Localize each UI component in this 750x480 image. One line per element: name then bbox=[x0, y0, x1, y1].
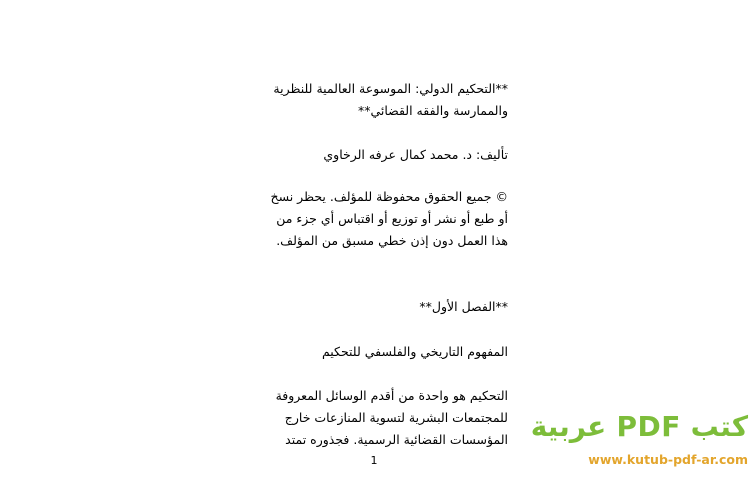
page-number: 1 bbox=[370, 454, 378, 467]
section-subheading-text: المفهوم التاريخي والفلسفي للتحكيم bbox=[321, 344, 508, 359]
body-line: المؤسسات القضائية الرسمية. فجذوره تمتد bbox=[285, 432, 508, 447]
chapter-heading-text: **الفصل الأول** bbox=[419, 299, 508, 314]
author-line bbox=[246, 144, 508, 166]
copyright-notice bbox=[246, 186, 508, 252]
section-subheading bbox=[246, 341, 508, 363]
chapter-heading bbox=[246, 296, 508, 318]
book-title-line: والممارسة والفقه القضائي** bbox=[357, 103, 508, 118]
copyright-line: هذا العمل دون إذن خطي مسبق من المؤلف. bbox=[276, 233, 508, 248]
site-watermark-logo bbox=[530, 410, 748, 476]
body-line: للمجتمعات البشرية لتسوية المنازعات خارج bbox=[284, 410, 508, 425]
copyright-line: © جميع الحقوق محفوظة للمؤلف. يحظر نسخ bbox=[270, 189, 508, 204]
body-paragraph bbox=[246, 385, 508, 451]
book-title-line: **التحكيم الدولي: الموسوعة العالمية للنظرية bbox=[273, 81, 508, 96]
book-title bbox=[246, 78, 508, 122]
author-text: تأليف: د. محمد كمال عرفه الرخاوي bbox=[323, 147, 508, 162]
copyright-line: أو طبع أو نشر أو توزيع أو اقتباس أي جزء من bbox=[276, 211, 508, 226]
watermark-title: كتب PDF عربية bbox=[530, 410, 748, 443]
body-line: التحكيم هو واحدة من أقدم الوسائل المعروفة bbox=[275, 388, 508, 403]
watermark-url: www.kutub-pdf-ar.com bbox=[588, 452, 748, 467]
